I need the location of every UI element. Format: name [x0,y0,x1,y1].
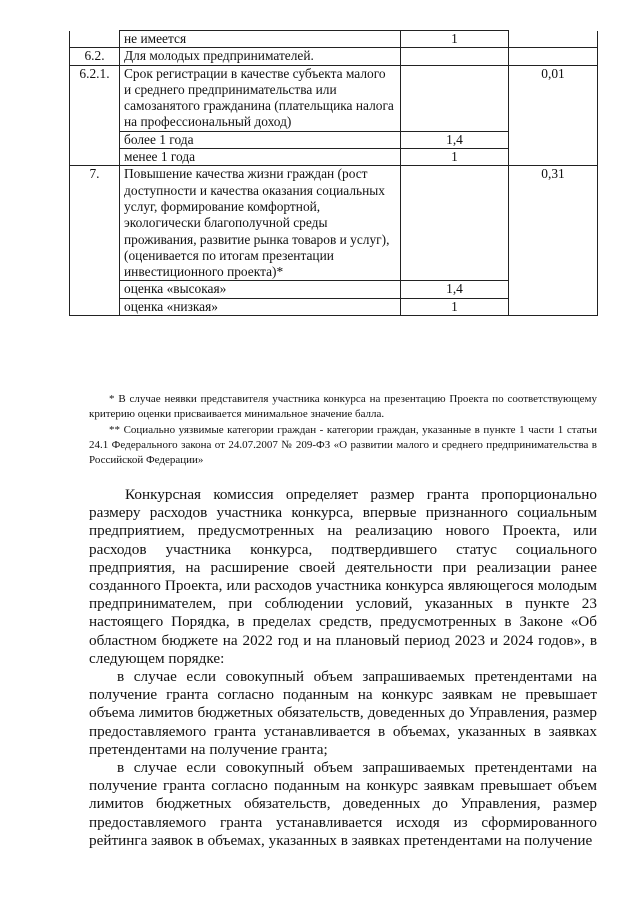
body-text [89,486,597,850]
row-number: 6.2.1. [70,65,120,166]
footnotes [89,392,597,468]
table-row [70,65,598,131]
option-score [401,48,509,65]
footnote-1: * В случае неявки представителя участника конкурса на презентацию Проекта по соответствующему критерию оценки присваивается минимальное значение балла. [89,393,597,421]
row-number [70,31,120,48]
option-score: 1,4 [401,131,509,148]
option-score: 1 [401,298,509,315]
option-score: 1,4 [401,281,509,298]
criterion-title: Срок регистрации в качестве субъекта малого и среднего предпринимательства или самозанятого гражданина (плательщика налога на профессиональный доход) [120,65,401,131]
option-score: 1 [401,149,509,166]
footnote-2: ** Социально уязвимые категории граждан - категории граждан, указанные в пункте 1 части 1 статьи 24.1 Федерального закона от 24.07.2007 № 209-ФЗ «О развитии малого и среднего предпринимательства в Российской Федерации» [89,423,597,467]
option-label: оценка «высокая» [120,281,401,298]
option-label: более 1 года [120,131,401,148]
criteria-table [69,30,598,316]
table-row [70,48,598,65]
option-label: оценка «низкая» [120,298,401,315]
option-score [401,166,509,281]
paragraph: Конкурсная комиссия определяет размер гранта пропорционально размеру расходов участника конкурса, впервые признанного социальным предприятием, предусмотренных на реализацию нового Проекта, или расходов участника конкурса, подтвердившего статус социального предприятия, на расширение своей деятельности при реализации ранее созданного Проекта, или расходов участника конкурса являющегося молодым предпринимателем, при соблюдении условий, указанных в пункте 23 настоящего Порядка, в пределах средств, предусмотренных в Законе «Об областном бюджете на 2022 год и на плановый период 2023 и 2024 годов», в следующем порядке: [89,486,597,667]
option-label: менее 1 года [120,149,401,166]
paragraph: в случае если совокупный объем запрашиваемых претендентами на получение гранта согласно поданным на конкурс заявкам превышает объем лимитов бюджетных обязательств, доведенных до Управления, размер предоставляемого гранта устанавливается исходя из сформированного рейтинга заявок в объемах, указанных в заявках претендентами на получение [89,759,597,849]
criterion-title: Повышение качества жизни граждан (рост доступности и качества оказания социальных услуг, формирование комфортной, экологически благополучной среды проживания, развитие рынка товаров и услуг), (оценивается по итогам презентации инвестиционного проекта)* [120,166,401,281]
criterion-weight: 0,01 [509,65,598,166]
row-number: 7. [70,166,120,316]
section-title: Для молодых предпринимателей. [120,48,401,65]
row-number: 6.2. [70,48,120,65]
option-score: 1 [401,31,509,48]
table-row [70,31,598,48]
table-row [70,166,598,281]
option-score [401,65,509,131]
criterion-weight [509,31,598,48]
paragraph: в случае если совокупный объем запрашиваемых претендентами на получение гранта согласно поданным на конкурс заявкам не превышает объема лимитов бюджетных обязательств, доведенных до Управления, размер предоставляемого гранта устанавливается в объемах, указанных в заявках претендентами на получение гранта; [89,668,597,758]
criterion-weight [509,48,598,65]
criterion-weight: 0,31 [509,166,598,316]
option-label: не имеется [120,31,401,48]
